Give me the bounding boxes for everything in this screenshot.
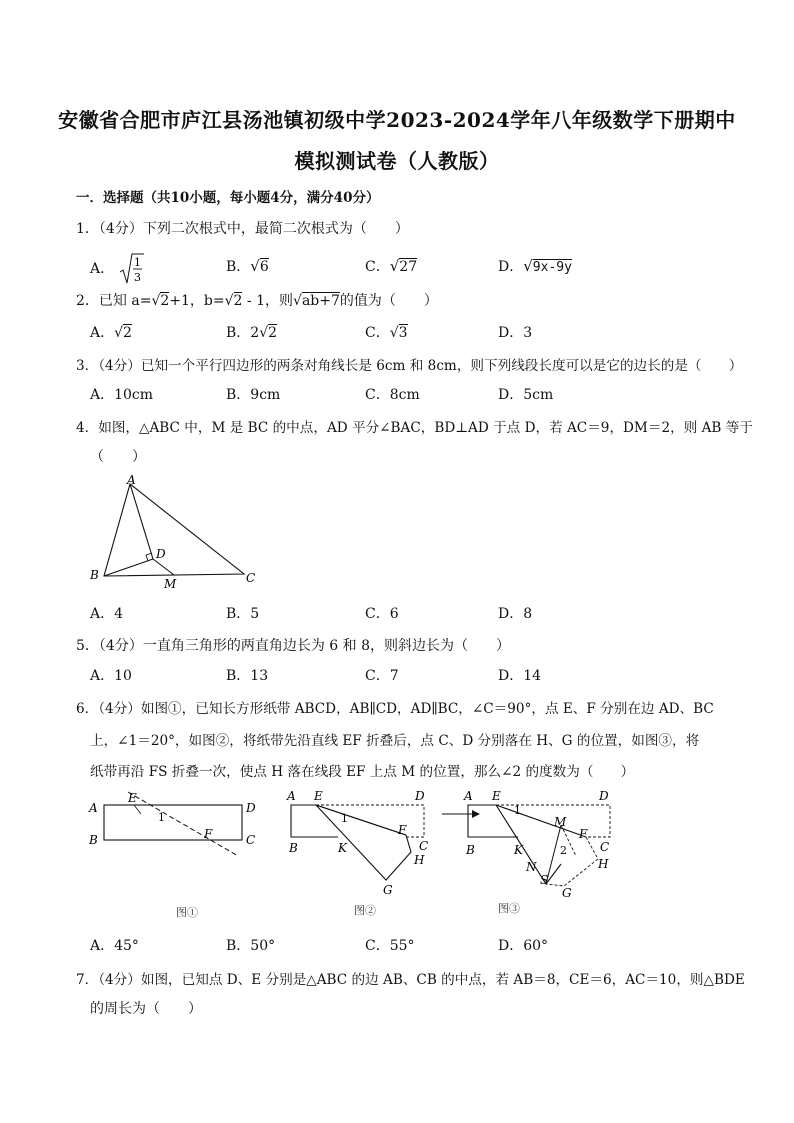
label-c: C: [419, 839, 429, 853]
option-label: B．: [226, 259, 251, 275]
label-e: E: [492, 789, 501, 803]
radicand: 2: [160, 293, 170, 309]
figure-1: [88, 791, 256, 919]
sqrt-symbol: √: [523, 257, 533, 275]
segment-ad: [130, 484, 153, 559]
label-a: A: [127, 474, 136, 487]
question-1-stem: 1．（4分）下列二次根式中，最简二次根式为（ ）: [76, 221, 409, 237]
sqrt-den: 3: [133, 271, 141, 284]
segment-ef: [496, 805, 586, 837]
fold-line-ef: [128, 792, 238, 856]
question-6-stem-line3: 纸带再沿 FS 折叠一次，使点 H 落在线段 EF 上点 M 的位置，那么∠2 的度数为（ ）: [90, 764, 635, 780]
label-d: D: [599, 789, 609, 803]
option-label: C．: [365, 259, 390, 275]
question-3-option-c: C．8cm: [365, 387, 420, 403]
label-k: K: [514, 843, 523, 857]
question-3-option-a: A．10cm: [90, 387, 154, 403]
radicand: 27: [399, 259, 418, 275]
section-heading: 一．选择题（共10小题，每小题4分，满分40分）: [76, 190, 380, 206]
arrow-icon: [442, 810, 480, 818]
folding-figures: [86, 784, 626, 924]
label-e: E: [128, 791, 137, 805]
question-5-option-d: D．14: [498, 668, 542, 684]
triangle-abc: [104, 484, 244, 576]
label-d: D: [156, 547, 166, 561]
sqrt-symbol: √: [151, 293, 161, 309]
segment-dm: [153, 559, 174, 575]
label-f: F: [579, 827, 588, 841]
sqrt-symbol: √: [224, 293, 234, 309]
label-k: K: [338, 841, 347, 855]
question-1-option-c: [365, 256, 417, 276]
question-6-option-a: A．45°: [90, 938, 139, 954]
question-4-stem-line1: 4．如图，△ABC 中，M 是 BC 的中点，AD 平分∠BAC，BD⊥AD 于点 D，若 AC＝9，DM＝2，则 AB 等于: [76, 420, 753, 436]
question-2-option-d: D．3: [498, 325, 533, 341]
label-d: D: [246, 801, 256, 815]
stem-text: 2．已知 a=: [76, 293, 152, 309]
caption-fig1: 图①: [176, 906, 198, 919]
sqrt-num: 1: [133, 256, 141, 269]
option-label: C．: [365, 325, 390, 341]
question-5-option-a: A．10: [90, 668, 132, 684]
question-6-option-d: D．60°: [498, 938, 549, 954]
label-h: H: [598, 857, 609, 871]
label-angle-1: 1: [341, 812, 348, 825]
radicand: 2: [123, 325, 132, 341]
question-6-stem-line2: 上，∠1＝20°，如图②，将纸带先沿直线 EF 折叠后，点 C、D 分别落在 H、G 的位置，如图③，将: [90, 733, 700, 749]
label-b: B: [466, 843, 475, 857]
question-2-option-c: [365, 322, 408, 342]
label-s: S: [540, 873, 549, 887]
caption-fig3: 图③: [498, 902, 520, 915]
option-label: B．2: [226, 325, 260, 341]
exam-title-line1: 安徽省合肥市庐江县汤池镇初级中学2023-2024学年八年级数学下册期中: [58, 108, 736, 132]
label-g: G: [562, 886, 572, 900]
figure-3: [463, 789, 610, 915]
label-b: B: [90, 568, 99, 582]
stem-text: +1，b=: [169, 293, 225, 309]
option-label: D．: [498, 259, 524, 275]
label-angle-1: 1: [514, 804, 521, 817]
question-6-stem-line1: 6．（4分）如图①，已知长方形纸带 ABCD，AB∥CD，AD∥BC，∠C＝90°，点 E、F 分别在边 AD、BC: [76, 701, 714, 717]
radicand: 9x-9y: [532, 260, 572, 275]
label-d: D: [415, 789, 425, 803]
question-4-option-c: C．6: [365, 606, 399, 622]
stem-text: - 1，则: [242, 293, 294, 309]
question-7-stem-line1: 7．（4分）如图，已知点 D、E 分别是△ABC 的边 AB、CB 的中点，若 AB＝8，CE＝6，AC＝10，则△BDE: [76, 972, 745, 988]
label-c: C: [600, 840, 610, 854]
question-2-option-b: [226, 322, 277, 342]
label-h: H: [414, 853, 425, 867]
segment-bd: [104, 559, 153, 576]
label-e: E: [314, 789, 323, 803]
label-a: A: [89, 801, 98, 815]
question-1-option-d: [498, 256, 572, 276]
label-angle-1: 1: [158, 811, 165, 824]
exam-title-line2: 模拟测试卷（人教版）: [294, 149, 500, 173]
triangle-abc-figure: [86, 474, 266, 594]
angle-arc: [134, 805, 141, 814]
question-3-option-b: B．9cm: [226, 387, 281, 403]
label-c: C: [246, 571, 256, 585]
question-4-option-a: A．4: [90, 606, 124, 622]
sqrt-symbol: √: [250, 257, 260, 275]
question-3-stem: 3．（4分）已知一个平行四边形的两条对角线长是 6cm 和 8cm，则下列线段长度可以是它的边长的是（ ）: [76, 358, 743, 374]
question-5-stem: 5．（4分）一直角三角形的两直角边长为 6 和 8，则斜边长为（ ）: [76, 638, 510, 654]
folded-part: [316, 805, 411, 880]
radicand: 3: [398, 325, 408, 341]
label-f: F: [398, 823, 407, 837]
sqrt-symbol: √: [259, 325, 269, 341]
segment-ms: [546, 825, 561, 884]
figure-2: [286, 789, 428, 917]
label-b: B: [89, 833, 98, 847]
sqrt-fraction-icon: [119, 252, 145, 286]
radicand: 2: [268, 325, 278, 341]
question-1-option-a: [90, 252, 145, 286]
label-a: A: [287, 789, 296, 803]
question-6-option-c: C．55°: [365, 938, 415, 954]
caption-fig2: 图②: [354, 904, 376, 917]
question-3-option-d: D．5cm: [498, 387, 554, 403]
label-m: M: [164, 577, 177, 591]
question-4-option-b: B．5: [226, 606, 260, 622]
fold-ghost: [546, 837, 598, 886]
label-a: A: [464, 789, 473, 803]
question-2-option-a: [90, 322, 132, 342]
stem-text: 的值为（ ）: [339, 293, 438, 309]
rect-abcd: [104, 805, 242, 840]
label-c: C: [246, 833, 256, 847]
radicand: 2: [233, 293, 243, 309]
question-4-option-d: D．8: [498, 606, 533, 622]
label-n: N: [526, 860, 537, 874]
radicand: ab+7: [301, 293, 340, 309]
label-angle-2: 2: [560, 844, 567, 857]
original-position: [316, 805, 424, 837]
label-b: B: [289, 841, 298, 855]
question-2-stem: [76, 290, 438, 310]
sqrt-symbol: √: [389, 325, 399, 341]
option-label: A．: [90, 261, 115, 277]
sqrt-symbol: √: [114, 325, 124, 341]
sqrt-symbol: √: [389, 257, 400, 275]
option-label: A．: [90, 325, 115, 341]
label-g: G: [383, 883, 393, 897]
question-5-option-b: B．13: [226, 668, 269, 684]
radicand: 6: [259, 259, 269, 275]
question-1-option-b: [226, 256, 269, 276]
label-f: F: [204, 827, 213, 841]
label-m: M: [554, 815, 567, 829]
sqrt-symbol: √: [293, 293, 302, 309]
question-7-stem-line2: 的周长为（ ）: [90, 1001, 202, 1017]
question-6-option-b: B．50°: [226, 938, 276, 954]
question-4-stem-line2: （ ）: [90, 449, 146, 465]
question-5-option-c: C．7: [365, 668, 399, 684]
